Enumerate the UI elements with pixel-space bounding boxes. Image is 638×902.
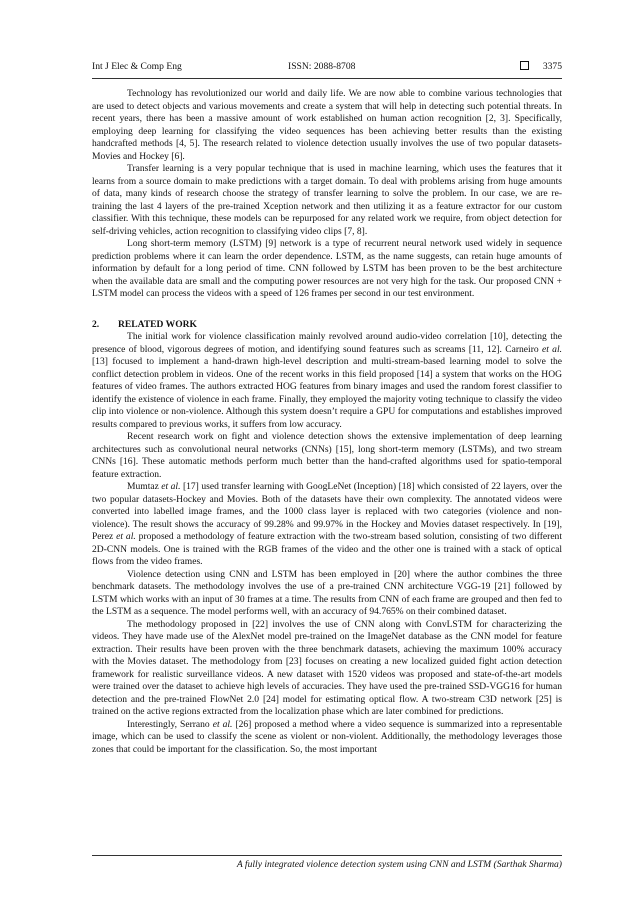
et-al: et al. [116, 531, 136, 542]
intro-paragraph-2: Transfer learning is a very popular technique that is used in machine learning, which uses the features that it learns from a source domain to make predictions with a target domain. To deal with problems arising from huge amounts of data, many kinds of research choose the strategy of transfer learning to solve the problem. In our case, we are re-training the last 4 layers of the pre-trained Xception network and then utilizing it as a feature extractor for our custom classifier. With this technique, these models can be repurposed for any related work we require, from object detection for self-driving vehicles, action recognition to classifying video clips [7, 8]. [92, 163, 562, 237]
page-number-group [520, 60, 562, 74]
text-run: [13] focused to implement a hand-drawn high-level description and multi-stream-based learning model to solve the conflict detection problem in videos. One of the recent works in this field proposed [14] a system that works on the HOG features of video frames. The authors extracted HOG features from binary images and used the random forest classifier to identify the existence of violence in each frame. Finally, they employed the majority voting technique to classify the video clip into violence or non-violence. Although this system doesn’t require a GPU for computations and establishes improved results compared to previous works, it suffers from low accuracy. [92, 356, 562, 430]
text-run: Interestingly, Serrano [127, 718, 213, 730]
related-paragraph-6 [92, 719, 562, 757]
related-paragraph-2: Recent research work on fight and violence detection shows the extensive implementation of deep learning architectures such as convolutional neural networks (CNNs) [15], long short-term memory (LSTMs), and two stream CNNs [16]. These automatic methods perform much better than the hand-crafted algorithms used for spatio-temporal feature extraction. [92, 431, 562, 480]
section-heading [92, 319, 562, 332]
intro-paragraph-3: Long short-term memory (LSTM) [9] network is a type of recurrent neural network used widely in sequence prediction problems where it can learn the order dependence. LSTM, as the name suggests, can retain huge amounts of information by default for a long period of time. CNN followed by LSTM has been proven to be the best architecture when the available data are small and the computing power resources are not very high for the task. Our proposed CNN + LSTM model can process the videos with a speed of 126 frames per second in our test environment. [92, 238, 562, 299]
related-paragraph-3 [92, 481, 562, 569]
section-title: RELATED WORK [118, 318, 197, 330]
related-paragraph-1 [92, 331, 562, 431]
box-icon [520, 61, 529, 70]
section-number: 2. [92, 318, 100, 330]
text-run: [26] proposed a method where a video sequence is summarized into a representable image, which can be used to classify the scene as violent or non-violent. Additionally, the methodology leverages those zones that could be important for the classification. So, the most important [92, 718, 563, 755]
intro-paragraph-1: Technology has revolutionized our world and daily life. We are now able to combine various technologies that are used to detect objects and various movements and create a system that will help in detecting such potential threats. In recent years, there has been a massive amount of work established on human action recognition [2, 3]. Specifically, employing deep learning for classifying the video sequences has been achieving better results than the existing handcrafted methods [4, 5]. The research related to violence detection usually involves the use of two popular datasets-Movies and Hockey [6]. [92, 88, 562, 162]
header-rule [92, 78, 562, 79]
text-run: proposed a methodology of feature extraction with the two-stream based solution, consisting of two different 2D-CNN models. One is trained with the RGB frames of the video and the other one is trained with a stack of optical flows from the video frames. [92, 531, 562, 567]
page-number: 3375 [542, 61, 562, 72]
article-body [92, 88, 562, 756]
related-paragraph-4: Violence detection using CNN and LSTM has been employed in [20] where the author combines the three benchmark datasets. The methodology involves the use of a pre-trained CNN architecture VGG-19 [21] followed by LSTM which works with an input of 30 frames at a time. The results from CNN of each frame are grouped and then fed to the LSTM as a sequence. The model performs well, with an accuracy of 94.765% on their combined dataset. [92, 568, 562, 617]
issn: ISSN: 2088-8708 [288, 61, 356, 72]
et-al: et al. [161, 481, 181, 492]
et-al: et al. [212, 718, 233, 730]
text-run: [17] used transfer learning with GoogLeNet (Inception) [18] which consisted of 22 layers, over the two popular datasets-Hockey and Movies. Both of the datasets have their own complexity. The annotated videos were converted into labelled image frames, and the 1000 class layer is replaced with two categories (violence and non-violence). The result shows the accuracy of 99.28% and 99.97% in the Hockey and Movies dataset respectively. In [19], Perez [92, 481, 562, 542]
running-footer: A fully integrated violence detection system using CNN and LSTM (Sarthak Sharma) [236, 859, 562, 870]
footer-rule [92, 855, 562, 856]
et-al: et al. [541, 343, 562, 355]
text-run: The initial work for violence classification mainly revolved around audio-video correlation [10], detecting the presence of blood, vigorous degrees of motion, and identifying sound features such as screams [11, 12]. Carneiro [92, 331, 562, 355]
journal-name: Int J Elec & Comp Eng [92, 61, 182, 72]
related-paragraph-5: The methodology proposed in [22] involves the use of CNN along with ConvLSTM for characterizing the videos. They have made use of the AlexNet model pre-trained on the ImageNet database as the CNN model for feature extraction. Their results have been proven with the three benchmark datasets, achieving the maximum 100% accuracy with the Movies dataset. The methodology from [23] focuses on creating a new localized guided fight action detection framework for realistic surveillance videos. A new dataset with 1520 videos was proposed and state-of-the-art models were trained over the dataset to achieve high levels of accuracies. They have used the pre-trained SSD-VGG16 for human detection and the pre-trained FlowNet 2.0 [24] model for estimating optical flow. A two-stream C3D network [25] is trained on the active regions extracted from the localization phase which are later combined for predictions. [92, 618, 562, 717]
text-run: Mumtaz [127, 481, 162, 492]
running-header [92, 60, 562, 76]
